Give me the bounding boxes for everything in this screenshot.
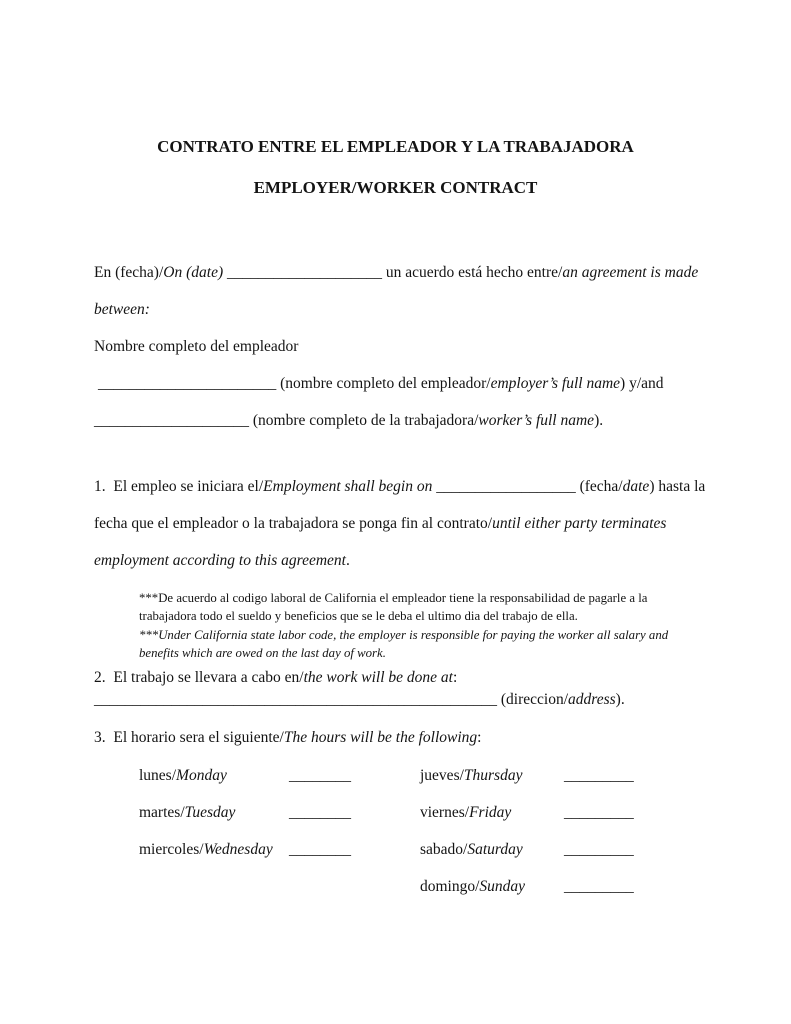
- clause-3-hours-heading: [94, 719, 791, 756]
- schedule-cell-empty: [139, 868, 420, 905]
- day-label-sunday: [420, 868, 564, 905]
- schedule-row-4: [139, 868, 791, 905]
- weekly-schedule-table: [139, 757, 791, 905]
- worker-name-line: [94, 402, 791, 439]
- intro-agreement-en: an agreement is made: [562, 264, 699, 281]
- footnote-english-text-2: benefits which are owed on the last day of work.: [139, 646, 386, 661]
- employer-name-blank: _______________________ (nombre completo del empleador/: [98, 375, 491, 392]
- clause-2-text-en: the work will be done at: [303, 668, 453, 686]
- day-label-saturday: [420, 831, 564, 868]
- hours-blank-monday: ________: [289, 766, 351, 784]
- intro-date-label: En (fecha)/: [94, 264, 164, 281]
- date-blank-line: ____________________ un acuerdo está hecho entre/: [223, 264, 563, 281]
- hours-blank-friday: _________: [564, 803, 634, 821]
- employer-name-line: [94, 365, 791, 402]
- clause-1-period: .: [345, 552, 350, 569]
- clause-1-date-en: date: [622, 478, 650, 495]
- day-label-wednesday: [139, 831, 289, 868]
- clause-2-line-1: [94, 667, 791, 690]
- clause-1-text-es: 1. El empleo se iniciara el/: [94, 478, 264, 495]
- address-label-en: address: [568, 691, 616, 709]
- footnote-english-line-1: [139, 626, 791, 644]
- day-label-thursday: [420, 757, 564, 794]
- clause-3-line: [94, 719, 791, 756]
- employer-name-suffix: ) y/and: [620, 375, 664, 392]
- schedule-row-2: [139, 794, 791, 831]
- day-en-friday: Friday: [469, 803, 512, 821]
- clause-1-termination-en: until either party terminates: [492, 515, 667, 532]
- document-title-block: [0, 0, 791, 208]
- worker-name-suffix: ).: [594, 412, 604, 429]
- schedule-cell-tuesday: [139, 794, 420, 831]
- schedule-cell-friday: [420, 794, 634, 831]
- day-label-monday: [139, 757, 289, 794]
- intro-between-en: between:: [94, 301, 150, 318]
- hours-blank-tuesday: ________: [289, 803, 351, 821]
- clause-2-work-location: [94, 667, 791, 712]
- hours-blank-saturday: _________: [564, 840, 634, 858]
- day-en-monday: Monday: [176, 766, 227, 784]
- clause-3-text-es: 3. El horario sera el siguiente/: [94, 728, 284, 746]
- schedule-cell-saturday: [420, 831, 634, 868]
- clause-1-line-3: [94, 542, 791, 579]
- schedule-cell-sunday: [420, 868, 634, 905]
- day-es-wednesday: miercoles/: [139, 840, 204, 858]
- day-es-tuesday: martes/: [139, 803, 185, 821]
- day-label-tuesday: [139, 794, 289, 831]
- day-es-friday: viernes/: [420, 803, 470, 821]
- schedule-row-3: [139, 831, 791, 868]
- day-label-friday: [420, 794, 564, 831]
- footnote-english-text-1: ***Under California state labor code, the employer is responsible for paying the worker all salary and: [139, 627, 669, 642]
- day-es-thursday: jueves/: [420, 766, 464, 784]
- footnote-spanish-line-2: trabajadora todo el sueldo y beneficios que se le deba el ultimo dia del trabajo de ella.: [139, 609, 578, 624]
- hours-blank-wednesday: ________: [289, 840, 351, 858]
- document-title-english: EMPLOYER/WORKER CONTRACT: [253, 178, 538, 197]
- clause-1-date-suffix: ) hasta la: [649, 478, 706, 495]
- clause-1-agreement-en: employment according to this agreement: [94, 552, 346, 569]
- worker-name-blank: ____________________ (nombre completo de la trabajadora/: [94, 412, 479, 429]
- intro-date-label-en: On (date): [163, 264, 224, 281]
- start-date-blank: __________________ (fecha/: [432, 478, 623, 495]
- intro-line-2: [94, 291, 791, 328]
- schedule-cell-thursday: [420, 757, 634, 794]
- clause-2-line-2: [94, 689, 791, 712]
- clause-1-employment-start: [94, 468, 791, 579]
- clause-1-text-en: Employment shall begin on: [263, 478, 433, 495]
- day-en-tuesday: Tuesday: [184, 803, 236, 821]
- hours-blank-thursday: _________: [564, 766, 634, 784]
- employer-name-label-en: employer’s full name: [490, 375, 621, 392]
- intro-and-names-section: [94, 254, 791, 439]
- day-es-monday: lunes/: [139, 766, 177, 784]
- schedule-row-1: [139, 757, 791, 794]
- clause-1-termination-es: fecha que el empleador o la trabajadora se ponga fin al contrato/: [94, 515, 493, 532]
- address-blank-line: ____________________________________________________ (direccion/: [94, 691, 569, 709]
- employer-name-heading: Nombre completo del empleador: [94, 338, 299, 355]
- hours-blank-sunday: _________: [564, 877, 634, 895]
- footnote-english-line-2: [139, 644, 791, 662]
- clause-3-colon: :: [477, 728, 482, 746]
- day-en-thursday: Thursday: [463, 766, 523, 784]
- document-title-spanish: CONTRATO ENTRE EL EMPLEADOR Y LA TRABAJADORA: [157, 137, 634, 156]
- clause-2-colon: :: [452, 668, 458, 686]
- clause-1-line-2: [94, 505, 791, 542]
- clause-1-line-1: [94, 468, 791, 505]
- clause-2-suffix: ).: [615, 691, 625, 709]
- day-en-saturday: Saturday: [467, 840, 523, 858]
- day-en-sunday: Sunday: [479, 877, 526, 895]
- footnote-spanish-line-1: ***De acuerdo al codigo laboral de California el empleador tiene la responsabilidad de pagarle a la: [139, 591, 648, 605]
- day-en-wednesday: Wednesday: [203, 840, 273, 858]
- day-es-sunday: domingo/: [420, 877, 480, 895]
- schedule-cell-wednesday: [139, 831, 420, 868]
- worker-name-label-en: worker’s full name: [478, 412, 595, 429]
- clause-3-text-en: The hours will be the following: [283, 728, 478, 746]
- labor-code-footnote: [139, 589, 791, 663]
- day-es-saturday: sabado/: [420, 840, 468, 858]
- clause-2-text-es: 2. El trabajo se llevara a cabo en/: [94, 668, 304, 686]
- schedule-cell-monday: [139, 757, 420, 794]
- intro-line-1: [94, 254, 791, 291]
